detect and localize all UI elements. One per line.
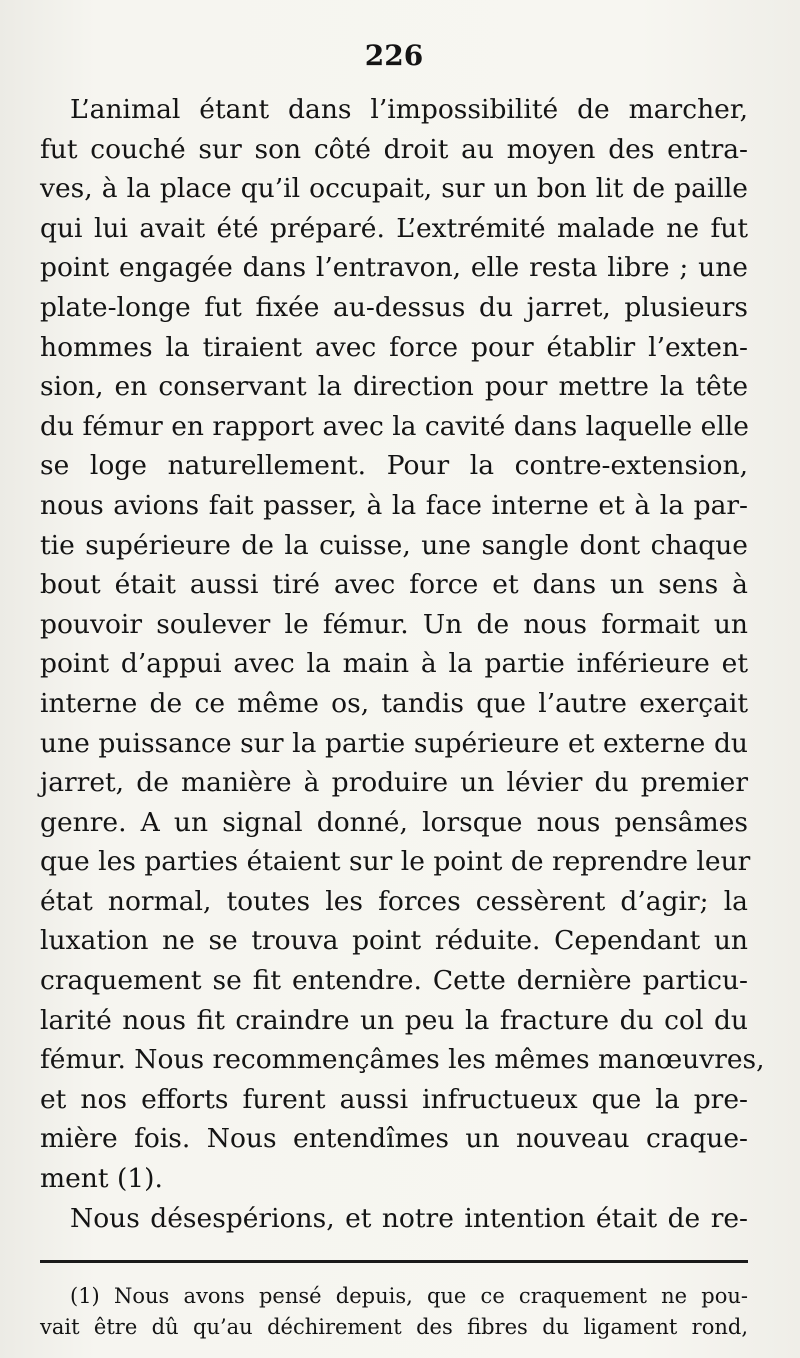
text-line: point engagée dans l’entravon, elle resta libre ; une [40,252,748,284]
text-line: que les parties étaient sur le point de reprendre leur [40,846,751,878]
text-line: état normal, toutes les forces cessèrent d’agir; la [40,885,748,917]
text-line: mière fois. Nous entendîmes un nouveau craque- [40,1123,748,1155]
text-line: qui lui avait été préparé. L’extrémité malade ne fut [40,212,748,244]
text-line: fut couché sur son côté droit au moyen des entra- [40,133,748,165]
text-line: point d’appui avec la main à la partie inférieure et [40,648,748,680]
text-line: larité nous fit craindre un peu la fracture du col du [40,1004,748,1036]
text-line: Nous désespérions, et notre intention était de re- [70,1202,748,1234]
text-line: bout était aussi tiré avec force et dans un sens à [40,569,748,601]
footnote [40,1281,748,1343]
footnote-line: (1) Nous avons pensé depuis, que ce craquement ne pou- [70,1284,748,1309]
text-line: pouvoir soulever le fémur. Un de nous formait un [40,608,748,640]
text-line: se loge naturellement. Pour la contre-extension, [40,450,748,482]
text-line: nous avions fait passer, à la face interne et à la par- [40,489,748,521]
text-line: L’animal étant dans l’impossibilité de marcher, [70,94,748,125]
text-line: craquement se fit entendre. Cette dernière particu- [40,965,748,997]
text-line: interne de ce même os, tandis que l’autre exerçait [40,687,748,719]
text-line: luxation ne se trouva point réduite. Cependant un [40,925,748,957]
text-line: plate-longe fut fixée au-dessus du jarret, plusieurs [40,291,748,323]
text-line: tie supérieure de la cuisse, une sangle dont chaque [40,529,748,561]
text-line: ves, à la place qu’il occupait, sur un bon lit de paille [40,173,748,205]
text-line: sion, en conservant la direction pour mettre la tête [40,371,748,403]
text-line: une puissance sur la partie supérieure et externe du [40,727,748,759]
text-line: jarret, de manière à produire un lévier du premier [40,767,748,799]
text-line: genre. A un signal donné, lorsque nous pensâmes [40,806,748,838]
text-line: et nos efforts furent aussi infructueux que la pre- [40,1083,748,1115]
page-number: 226 [364,39,424,72]
text-line: hommes la tiraient avec force pour établir l’exten- [40,331,748,363]
body-text [40,90,765,1238]
text-line: fémur. Nous recommençâmes les mêmes manœuvres, [40,1044,765,1076]
text-line: du fémur en rapport avec la cavité dans laquelle elle [40,410,749,442]
text-line: ment (1). [40,1163,163,1195]
footnote-line: vait être dû qu’au déchirement des fibres du ligament rond, [40,1315,748,1340]
